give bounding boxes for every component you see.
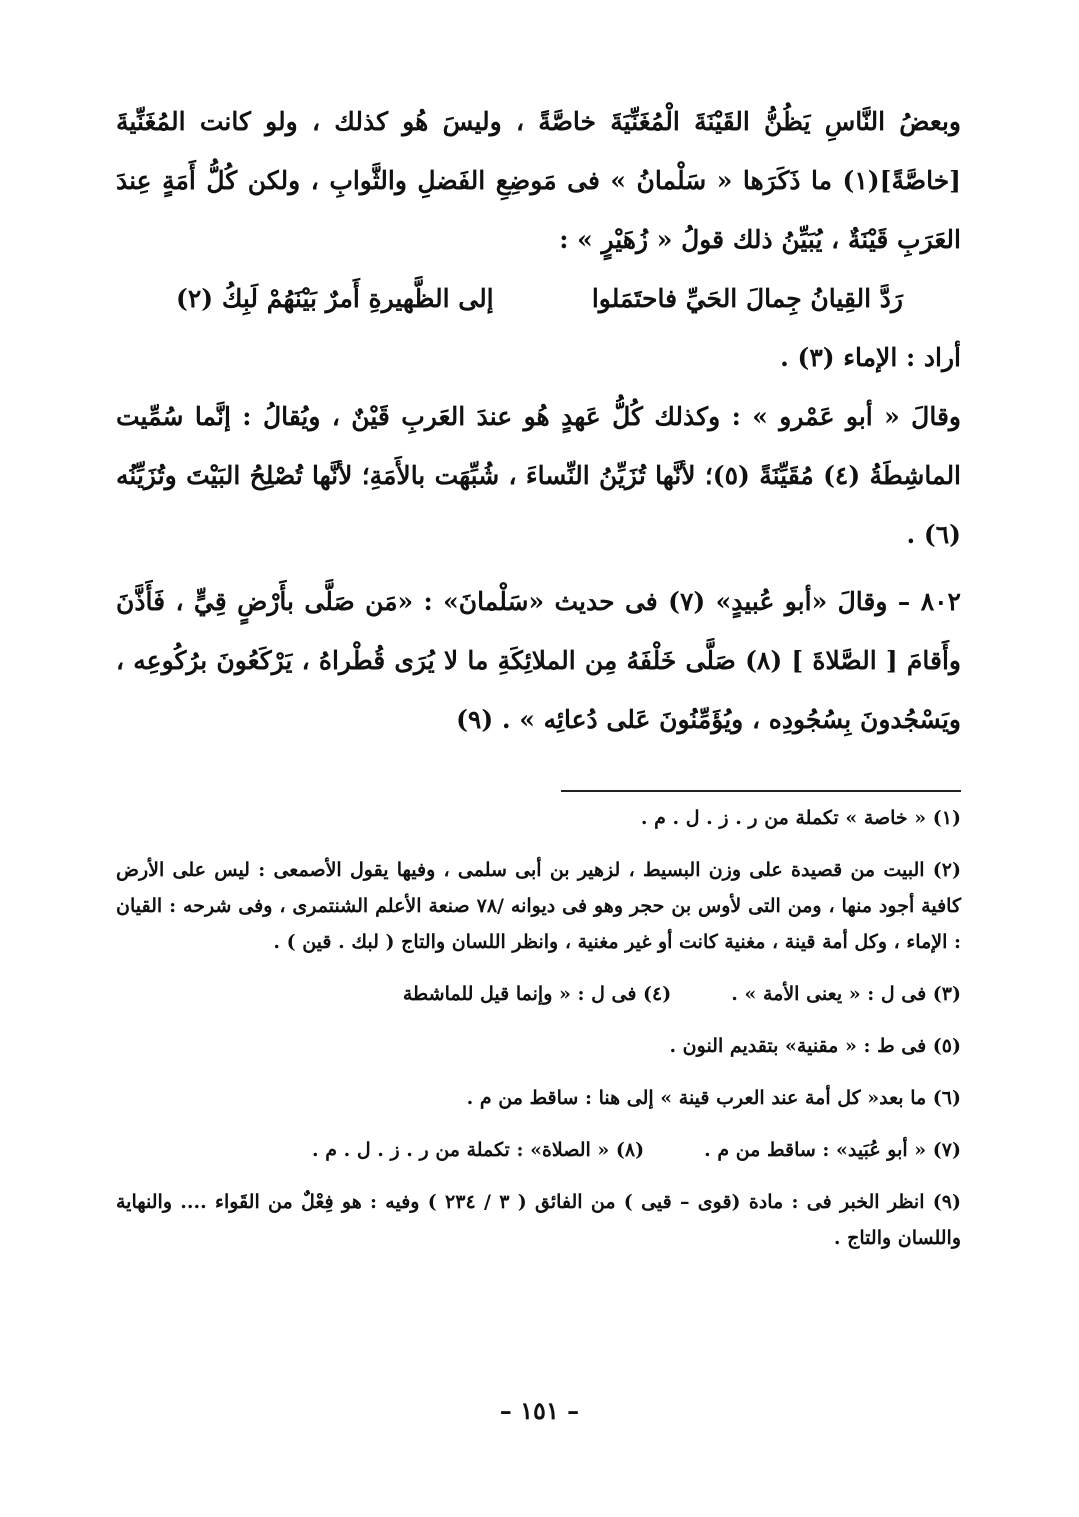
footnote-7: (٧) « أبو عُبَيد» : ساقط من م .: [704, 1139, 961, 1161]
paragraph-3: ٨٠٢ – وقالَ «أبو عُبيدٍ» (٧) فى حديث «سَلْمانَ» : «مَن صَلَّى بأَرْضٍ قِيٍّ ، فَأَذَّنَ وأَقامَ [ الصَّلاةَ ] (٨) صَلَّى خَلْفَهُ مِن الملائِكَةِ ما لا يُرَى قُطْراهُ ، يَرْكَعُونَ برُكُوعِه ، ويَسْجُدونَ بِسُجُودِه ، ويُؤَمِّنُونَ عَلى دُعائِه » . (٩): [116, 587, 961, 734]
footnote-8: (٨) « الصلاة» : تكملة من ر . ز . ل . م .: [312, 1139, 645, 1161]
footnote-4: (٤) فى ل : « وإنما قيل للماشطة: [402, 983, 672, 1005]
paragraph-1: وبعضُ النَّاسِ يَظُنُّ القَيْنَةَ الْمُغَنِّيَةَ خاصَّةً ، وليسَ هُو كذلك ، ولو كانت المُغَنِّيةَ [خاصَّةً](١) ما ذَكَرَها « سَلْمانُ » فى مَوضِعِ الفَضلِ والثَّوابِ ، ولكن كُلُّ أَمَةٍ عِندَ العَرَبِ قَيْنَةٌ ، يُبَيِّنُ ذلك قولُ « زُهَيْرٍ » :: [116, 107, 961, 254]
main-text: [116, 92, 961, 749]
page-number: – ١٥١ –: [499, 1396, 580, 1425]
footnote-2: (٢) البيت من قصيدة على وزن البسيط ، لزهير بن أبى سلمى ، وفيها يقول الأصمعى : ليس على الأرض كافية أجود منها ، ومن التى لأوس بن حجر وهو فى ديوانه /٧٨ صنعة الأعلم الشنتمرى ، وفى شرحه : القيان : الإماء ، وكل أمة قينة ، مغنية كانت أو غير مغنية ، وانظر اللسان والتاج ( لبك . قين ) .: [116, 859, 962, 953]
footnote-row-3-4: [116, 976, 961, 1012]
poem-verse: [116, 269, 961, 328]
footnote-9: (٩) انظر الخبر فى : مادة (قوى – قيى ) من الفائق ( ٣ / ٢٣٤ ) وفيه : هو فِعْلٌ من القَواء .... والنهاية واللسان والتاج .: [116, 1191, 961, 1249]
verse-first-hemistich: رَدَّ القِيانُ جِمالَ الحَيِّ فاحتَمَلوا: [591, 284, 903, 313]
footnote-row-7-8: [116, 1132, 961, 1168]
footnotes: [116, 800, 961, 1272]
footnote-6: (٦) ما بعد« كل أمة عند العرب قينة » إلى هنا : ساقط من م .: [466, 1087, 961, 1109]
footnote-separator: [561, 790, 961, 792]
verse-gloss: أراد : الإماء (٣) .: [780, 343, 961, 372]
paragraph-2: وقالَ « أبو عَمْرو » : وكذلك كُلُّ عَهدٍ هُو عندَ العَربِ قَيْنٌ ، ويُقالُ : إنَّما سُمِّيت الماشِطَةُ (٤) مُقَيِّنَةً (٥)؛ لأنَّها تُزَيِّنُ النِّساءَ ، شُبِّهَت بالأَمَةِ؛ لأنَّها تُصْلِحُ البَيْتَ وتُزَيِّنُه (٦) .: [116, 402, 962, 549]
footnote-3: (٣) فى ل : « يعنى الأمة » .: [731, 983, 961, 1005]
footnote-5: (٥) فى ط : « مقنية» بتقديم النون .: [669, 1035, 961, 1057]
verse-second-hemistich: إلى الظَّهيرةِ أَمرٌ بَيْنَهُمْ لَبِكُ (٢): [176, 284, 494, 313]
footnote-1: (١) « خاصة » تكملة من ر . ز . ل . م .: [640, 807, 961, 829]
